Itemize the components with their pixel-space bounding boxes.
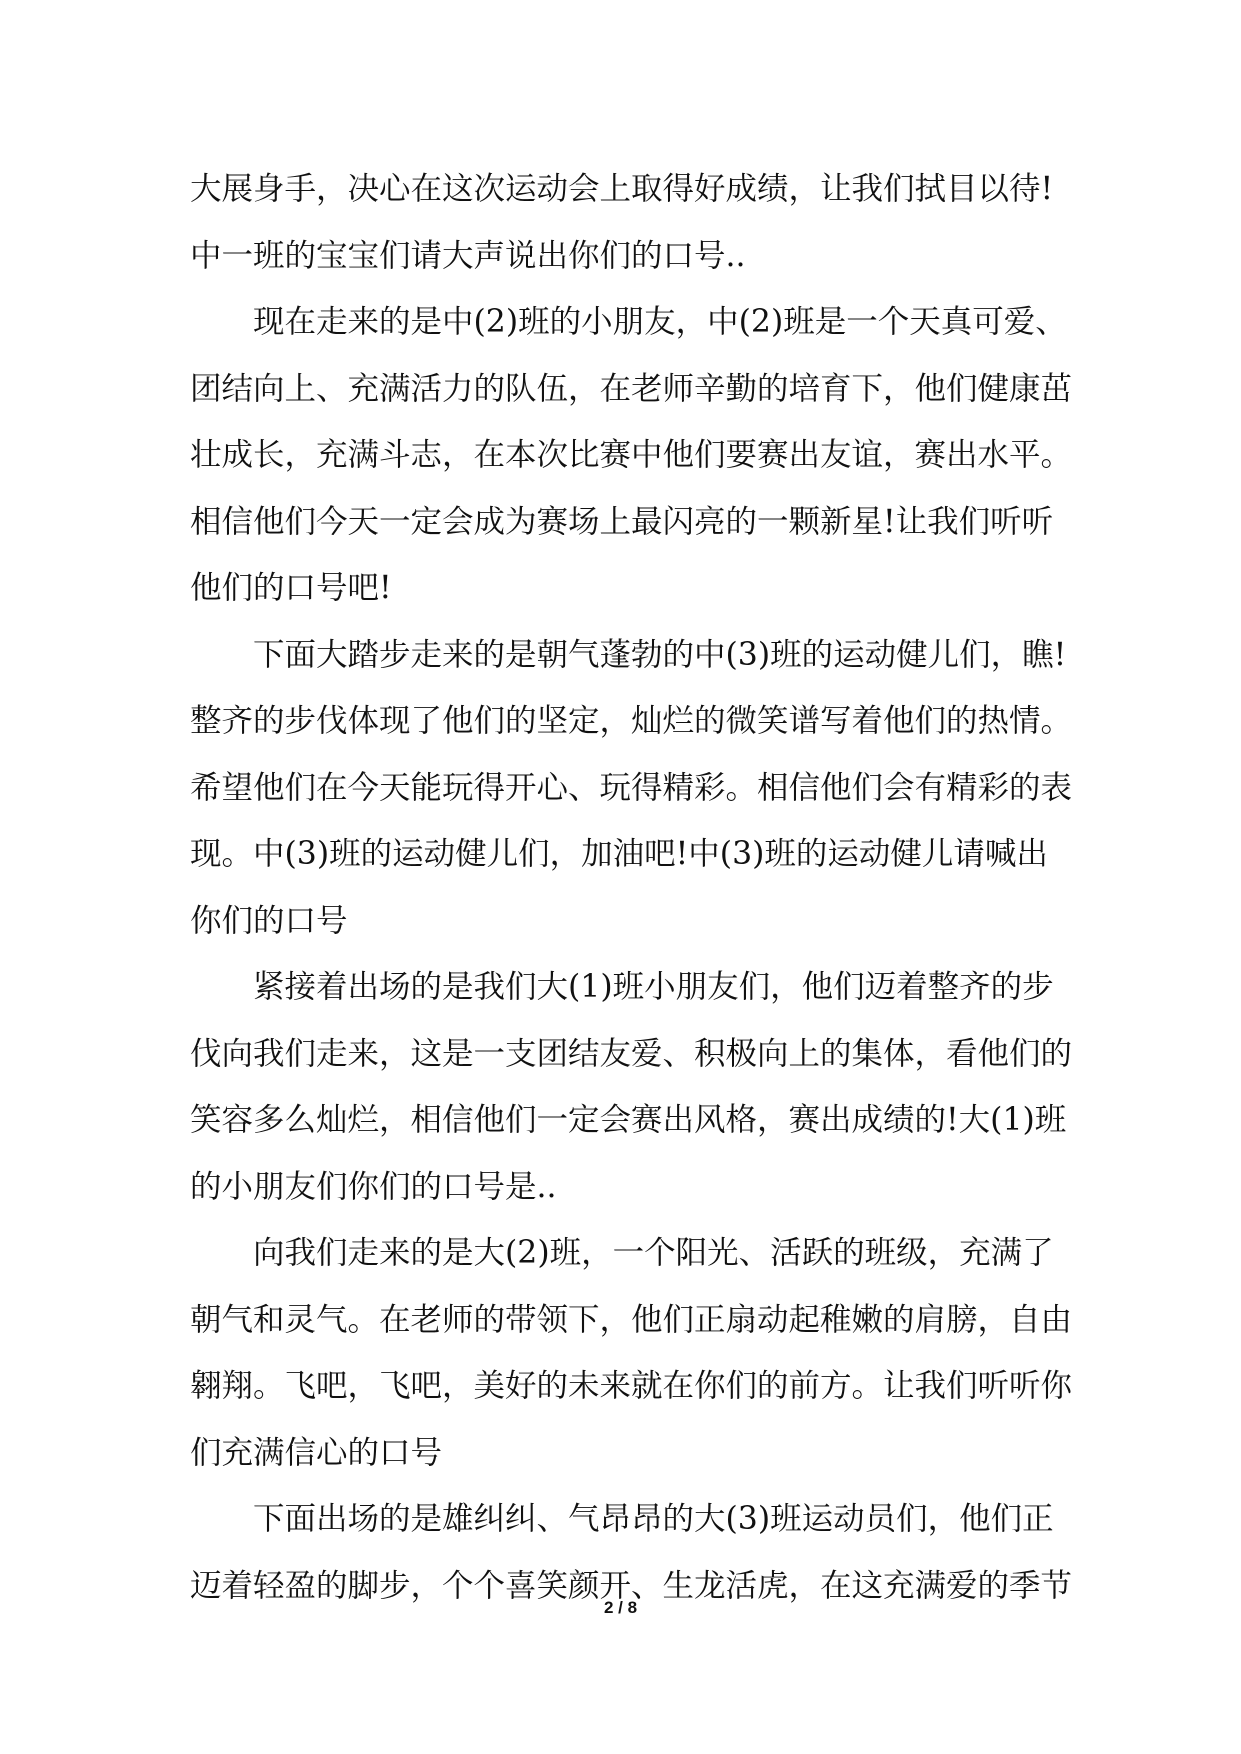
text-line: 下面出场的是雄纠纠、气昂昂的大(3)班运动员们，他们正 [253,1501,1054,1537]
text-line: 大展身手，决心在这次运动会上取得好成绩，让我们拭目以待! [190,171,1054,207]
text-line: 你们的口号 [190,902,348,939]
text-line: 翱翔。飞吧，飞吧，美好的未来就在你们的前方。让我们听听你 [190,1368,1073,1404]
text-line: 相信他们今天一定会成为赛场上最闪亮的一颗新星!让我们听听 [190,503,1054,540]
text-line: 朝气和灵气。在老师的带领下，他们正扇动起稚嫩的肩膀，自由 [190,1301,1073,1338]
text-line: 现。中(3)班的运动健儿们，加油吧!中(3)班的运动健儿请喊出 [190,836,1048,872]
text-line: 壮成长，充满斗志，在本次比赛中他们要赛出友谊，赛出水平。 [190,437,1073,473]
text-line: 团结向上、充满活力的队伍，在老师辛勤的培育下，他们健康茁 [190,370,1073,407]
body-text [190,156,1073,1619]
text-line: 迈着轻盈的脚步，个个喜笑颜开、生龙活虎，在这充满爱的季节 [190,1567,1073,1604]
text-line: 下面大踏步走来的是朝气蓬勃的中(3)班的运动健儿们，瞧! [253,636,1067,673]
page-number: 2 / 8 [603,1598,638,1617]
text-line: 笑容多么灿烂，相信他们一定会赛出风格，赛出成绩的!大(1)班 [190,1102,1067,1138]
text-line: 向我们走来的是大(2)班，一个阳光、活跃的班级，充满了 [253,1235,1054,1271]
text-line: 希望他们在今天能玩得开心、玩得精彩。相信他们会有精彩的表 [190,769,1073,806]
text-line: 紧接着出场的是我们大(1)班小朋友们，他们迈着整齐的步 [253,969,1054,1005]
text-line: 他们的口号吧! [190,570,392,606]
text-line: 的小朋友们你们的口号是.. [190,1168,557,1205]
text-line: 整齐的步伐体现了他们的坚定，灿烂的微笑谱写着他们的热情。 [190,703,1073,739]
text-line: 现在走来的是中(2)班的小朋友，中(2)班是一个天真可爱、 [253,304,1067,340]
text-line: 们充满信心的口号 [190,1434,443,1471]
text-line: 伐向我们走来，这是一支团结友爱、积极向上的集体，看他们的 [190,1035,1073,1072]
text-line: 中一班的宝宝们请大声说出你们的口号.. [190,237,746,274]
